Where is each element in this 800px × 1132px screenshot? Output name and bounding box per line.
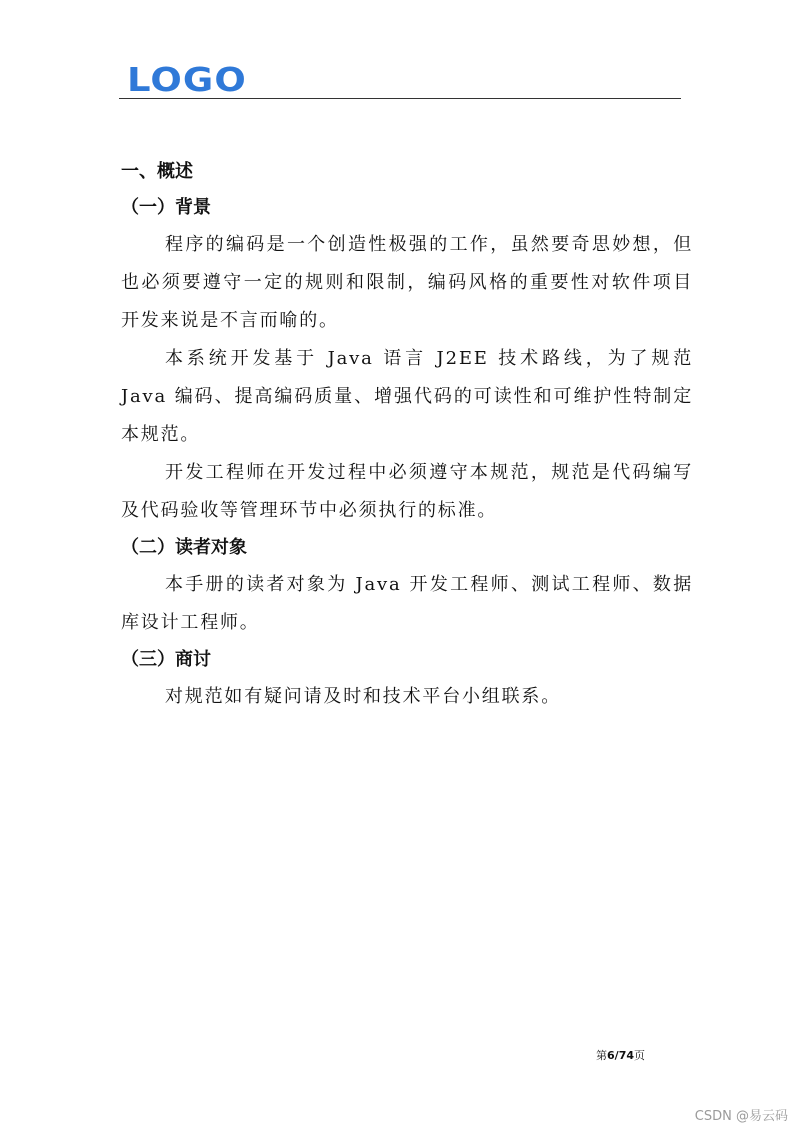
page-suffix: 页 xyxy=(634,1049,645,1062)
subsection-heading-background: （一）背景 xyxy=(121,197,211,218)
paragraph-background-2: 本系统开发基于 Java 语言 J2EE 技术路线，为了规范 Java 编码、提高编码质量、增强代码的可读性和可维护性特制定本规范。 xyxy=(121,348,693,445)
logo: LOGO xyxy=(127,60,247,99)
subsection-heading-readers: （二）读者对象 xyxy=(121,537,247,558)
page-separator: / xyxy=(614,1049,619,1062)
paragraph-background-3: 开发工程师在开发过程中必须遵守本规范，规范是代码编写及代码验收等管理环节中必须执行的标准。 xyxy=(121,462,693,521)
page-prefix: 第 xyxy=(596,1049,607,1062)
page-current: 6 xyxy=(607,1049,615,1062)
paragraph-discussion: 对规范如有疑问请及时和技术平台小组联系。 xyxy=(165,686,561,707)
watermark: CSDN @易云码 xyxy=(694,1109,788,1124)
page-total: 74 xyxy=(618,1049,634,1062)
paragraph-readers: 本手册的读者对象为 Java 开发工程师、测试工程师、数据库设计工程师。 xyxy=(121,574,693,633)
document-body xyxy=(121,154,693,716)
paragraph-background-1: 程序的编码是一个创造性极强的工作，虽然要奇思妙想，但也必须要遵守一定的规则和限制，编码风格的重要性对软件项目开发来说是不言而喻的。 xyxy=(121,234,693,331)
header-divider xyxy=(119,98,681,99)
page-number xyxy=(596,1047,645,1063)
subsection-heading-discussion: （三）商讨 xyxy=(121,649,211,670)
section-heading-overview: 一、概述 xyxy=(121,161,193,182)
